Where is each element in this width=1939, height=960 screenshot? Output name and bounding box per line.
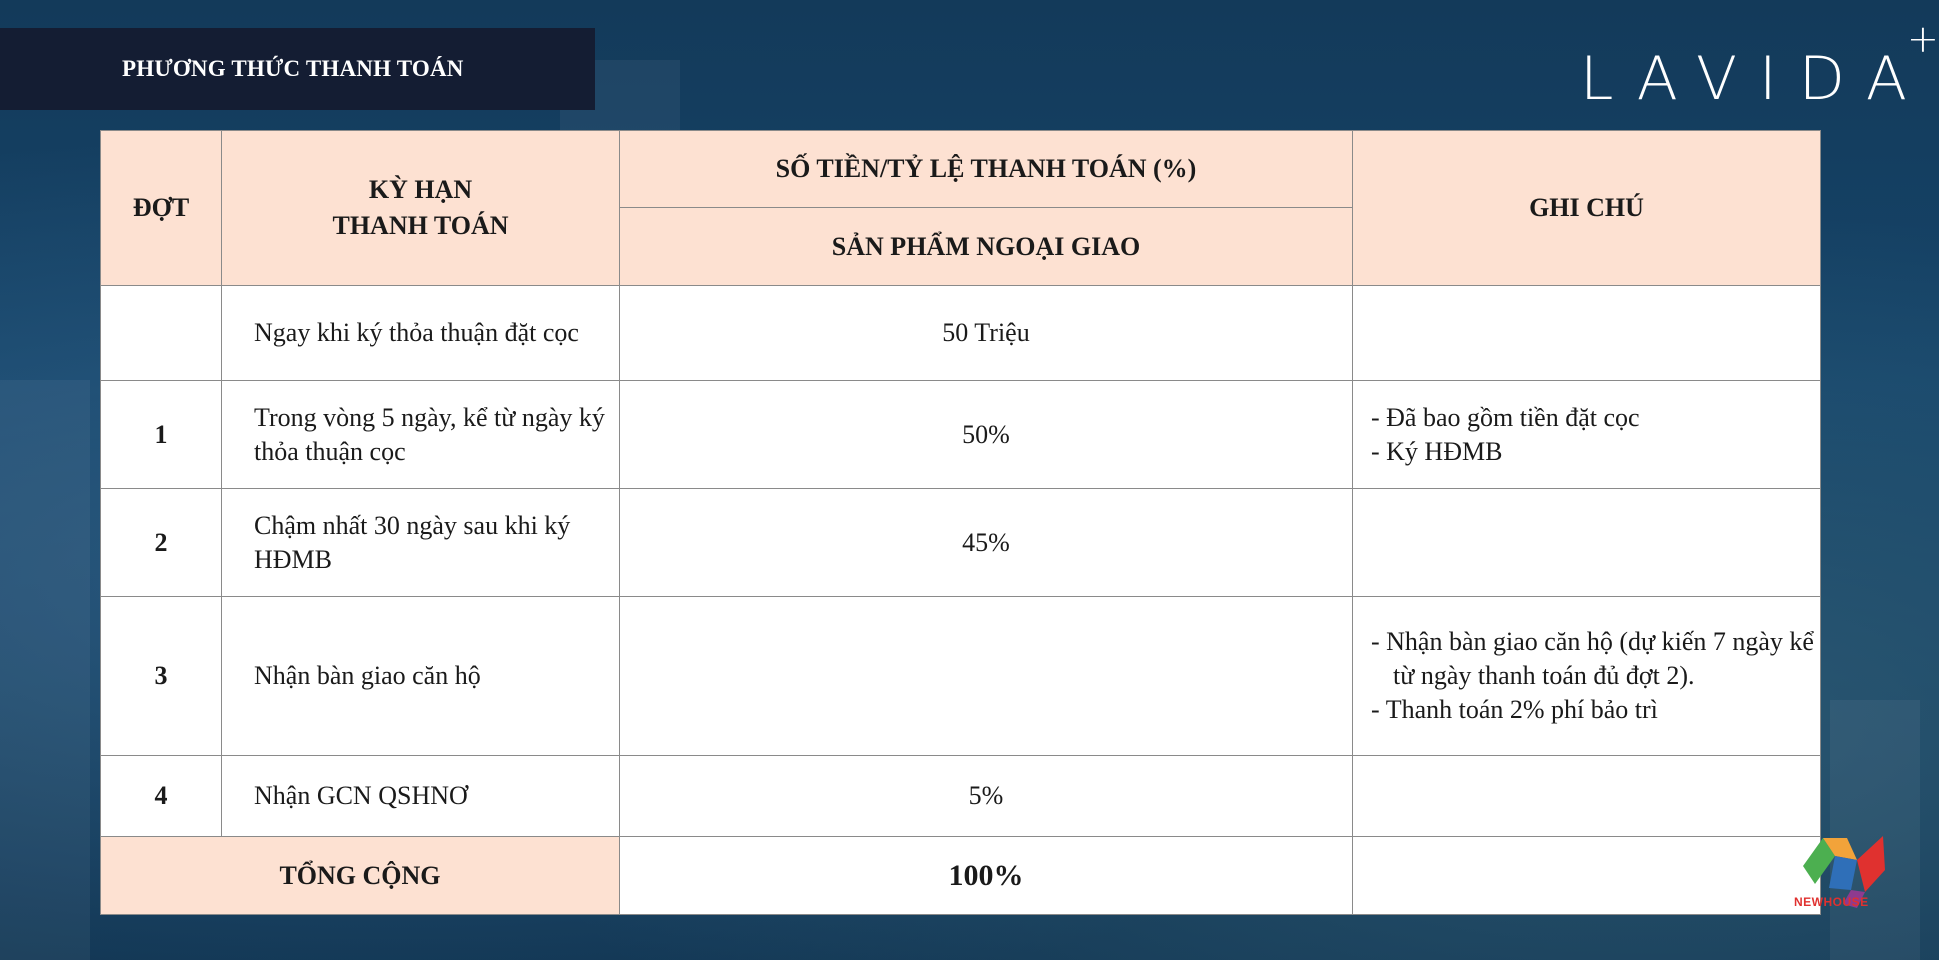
row-term: Ngay khi ký thỏa thuận đặt cọc bbox=[222, 286, 620, 381]
total-note bbox=[1353, 837, 1821, 915]
brand-name: LAVIDA bbox=[1580, 44, 1929, 114]
row-notes bbox=[1353, 597, 1821, 756]
note-item: - Ký HĐMB bbox=[1371, 436, 1503, 466]
table-row bbox=[101, 597, 1821, 756]
header-note: GHI CHÚ bbox=[1353, 131, 1821, 286]
bg-building-left bbox=[0, 380, 90, 960]
row-dot: 3 bbox=[101, 597, 222, 756]
row-notes bbox=[1353, 286, 1821, 381]
header-dot: ĐỢT bbox=[101, 131, 222, 286]
row-term: Trong vòng 5 ngày, kể từ ngày ký thỏa thuận cọc bbox=[222, 381, 620, 489]
row-amount bbox=[620, 597, 1353, 756]
lavida-logo bbox=[1580, 17, 1939, 114]
row-term: Nhận bàn giao căn hộ bbox=[222, 597, 620, 756]
footer-logo-text: NEWHOUSE bbox=[1794, 895, 1869, 909]
page-title: PHƯƠNG THỨC THANH TOÁN bbox=[122, 56, 464, 81]
row-term: Chậm nhất 30 ngày sau khi ký HĐMB bbox=[222, 489, 620, 597]
table-row bbox=[101, 489, 1821, 597]
row-amount: 50% bbox=[620, 381, 1353, 489]
row-dot bbox=[101, 286, 222, 381]
table-header-row bbox=[101, 131, 1821, 208]
payment-table bbox=[100, 130, 1821, 915]
row-dot: 1 bbox=[101, 381, 222, 489]
row-term: Nhận GCN QSHNƠ bbox=[222, 756, 620, 837]
row-notes bbox=[1353, 756, 1821, 837]
brand-plus: + bbox=[1906, 17, 1939, 61]
row-amount: 50 Triệu bbox=[620, 286, 1353, 381]
row-notes bbox=[1353, 489, 1821, 597]
note-item: - Thanh toán 2% phí bảo trì bbox=[1371, 695, 1658, 724]
header-amount: SỐ TIỀN/TỶ LỆ THANH TOÁN (%) bbox=[620, 131, 1353, 208]
row-dot: 2 bbox=[101, 489, 222, 597]
note-item: - Đã bao gồm tiền đặt cọc bbox=[1371, 402, 1640, 432]
row-dot: 4 bbox=[101, 756, 222, 837]
total-label: TỔNG CỘNG bbox=[101, 837, 620, 915]
header-amount-sub: SẢN PHẨM NGOẠI GIAO bbox=[620, 208, 1353, 286]
table-row bbox=[101, 381, 1821, 489]
row-notes bbox=[1353, 381, 1821, 489]
row-amount: 5% bbox=[620, 756, 1353, 837]
total-row bbox=[101, 837, 1821, 915]
note-item: - Nhận bàn giao căn hộ (dự kiến 7 ngày kể từ ngày thanh toán đủ đợt 2). bbox=[1371, 627, 1814, 690]
table-row bbox=[101, 756, 1821, 837]
header-term: KỲ HẠN THANH TOÁN bbox=[222, 131, 620, 286]
table-row bbox=[101, 286, 1821, 381]
row-amount: 45% bbox=[620, 489, 1353, 597]
title-bar bbox=[0, 28, 595, 110]
total-value: 100% bbox=[620, 837, 1353, 915]
